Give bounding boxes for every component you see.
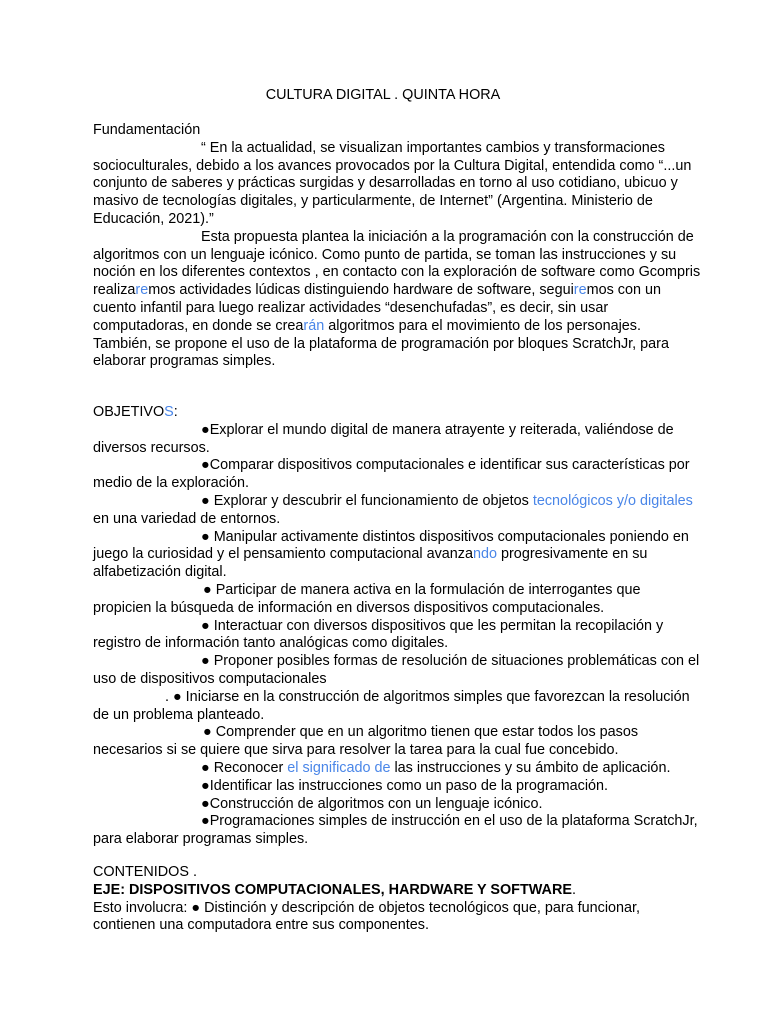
objective-item: ● Reconocer el significado de las instrucciones y su ámbito de aplicación. [201,759,671,776]
objetivos-heading: OBJETIVOS: [93,404,178,420]
fundamentacion-paragraph: Esta propuesta plantea la iniciación a la programación con la construcción de algoritmos con un lenguaje icónico. Como punto de partida, se toman las instrucciones y su noción en los diferentes contextos , en contacto con la exploración de software como Gcompris realizaremos actividades lúdicas distinguiendo hardware de software, seguiremos con un cuento infantil para luego realizar actividades “desenchufadas”, es decir, sin usar computadoras, en donde se crearán algoritmos para el movimiento de los personajes. También, se propone el uso de la plataforma de programación por bloques ScratchJr, para elaborar programas simples. [93,228,701,370]
objective-item: ●Programaciones simples de instrucción en el uso de la plataforma ScratchJr, para elaborar programas simples. [93,813,698,848]
fundamentacion-quote: “ En la actualidad, se visualizan importantes cambios y transformaciones socioculturales, debido a los avances provocados por la Cultura Digital, entendida como “...un conjunto de saberes y prácticas surgidas y desarrolladas en torno al uso cotidiano, ubicuo y masivo de tecnologías digitales, y particularmente, de Internet” (Argentina. Ministerio de Educación, 2021).” [93,139,692,227]
objective-item: ● Proponer posibles formas de resolución de situaciones problemáticas con el uso de dispositivos computacionales [93,653,700,687]
objective-item: ●Construcción de algoritmos con un lenguaje icónico. [201,795,543,812]
objetivos-section [93,404,701,849]
page-title: CULTURA DIGITAL . QUINTA HORA [265,87,501,103]
fundamentacion-heading: Fundamentación [93,122,201,138]
contenidos-section [93,864,701,935]
objective-item: ● Explorar y descubrir el funcionamiento de objetos tecnológicos y/o digitales en una variedad de entornos. [93,492,693,527]
contenidos-heading: CONTENIDOS . [93,864,197,880]
objective-item: ● Participar de manera activa en la formulación de interrogantes que propicien la búsqueda de información en diversos dispositivos computacionales. [93,581,641,616]
objective-item: ●Explorar el mundo digital de manera atrayente y reiterada, valiéndose de diversos recursos. [93,421,674,456]
objective-item: ● Comprender que en un algoritmo tienen que estar todos los pasos necesarios si se quiere que sirva para resolver la tarea para la cual fue concebido. [93,724,639,759]
objective-item: ● Interactuar con diversos dispositivos que les permitan la recopilación y registro de información tanto analógicas como digitales. [93,617,664,652]
contenidos-text: Esto involucra: ● Distinción y descripción de objetos tecnológicos que, para funcionar, contienen una computadora entre sus componentes. [93,899,641,934]
fundamentacion-section [93,122,701,371]
eje-heading: EJE: DISPOSITIVOS COMPUTACIONALES, HARDWARE Y SOFTWARE. [93,881,576,898]
objective-item: ● Manipular activamente distintos dispositivos computacionales poniendo en juego la curiosidad y el pensamiento computacional avanzando progresivamente en su alfabetización digital. [93,528,689,581]
objective-item: . ● Iniciarse en la construcción de algoritmos simples que favorezcan la resolución de un problema planteado. [93,688,690,723]
objective-item: ●Comparar dispositivos computacionales e identificar sus características por medio de la exploración. [93,457,690,492]
objective-item: ●Identificar las instrucciones como un paso de la programación. [201,777,609,794]
